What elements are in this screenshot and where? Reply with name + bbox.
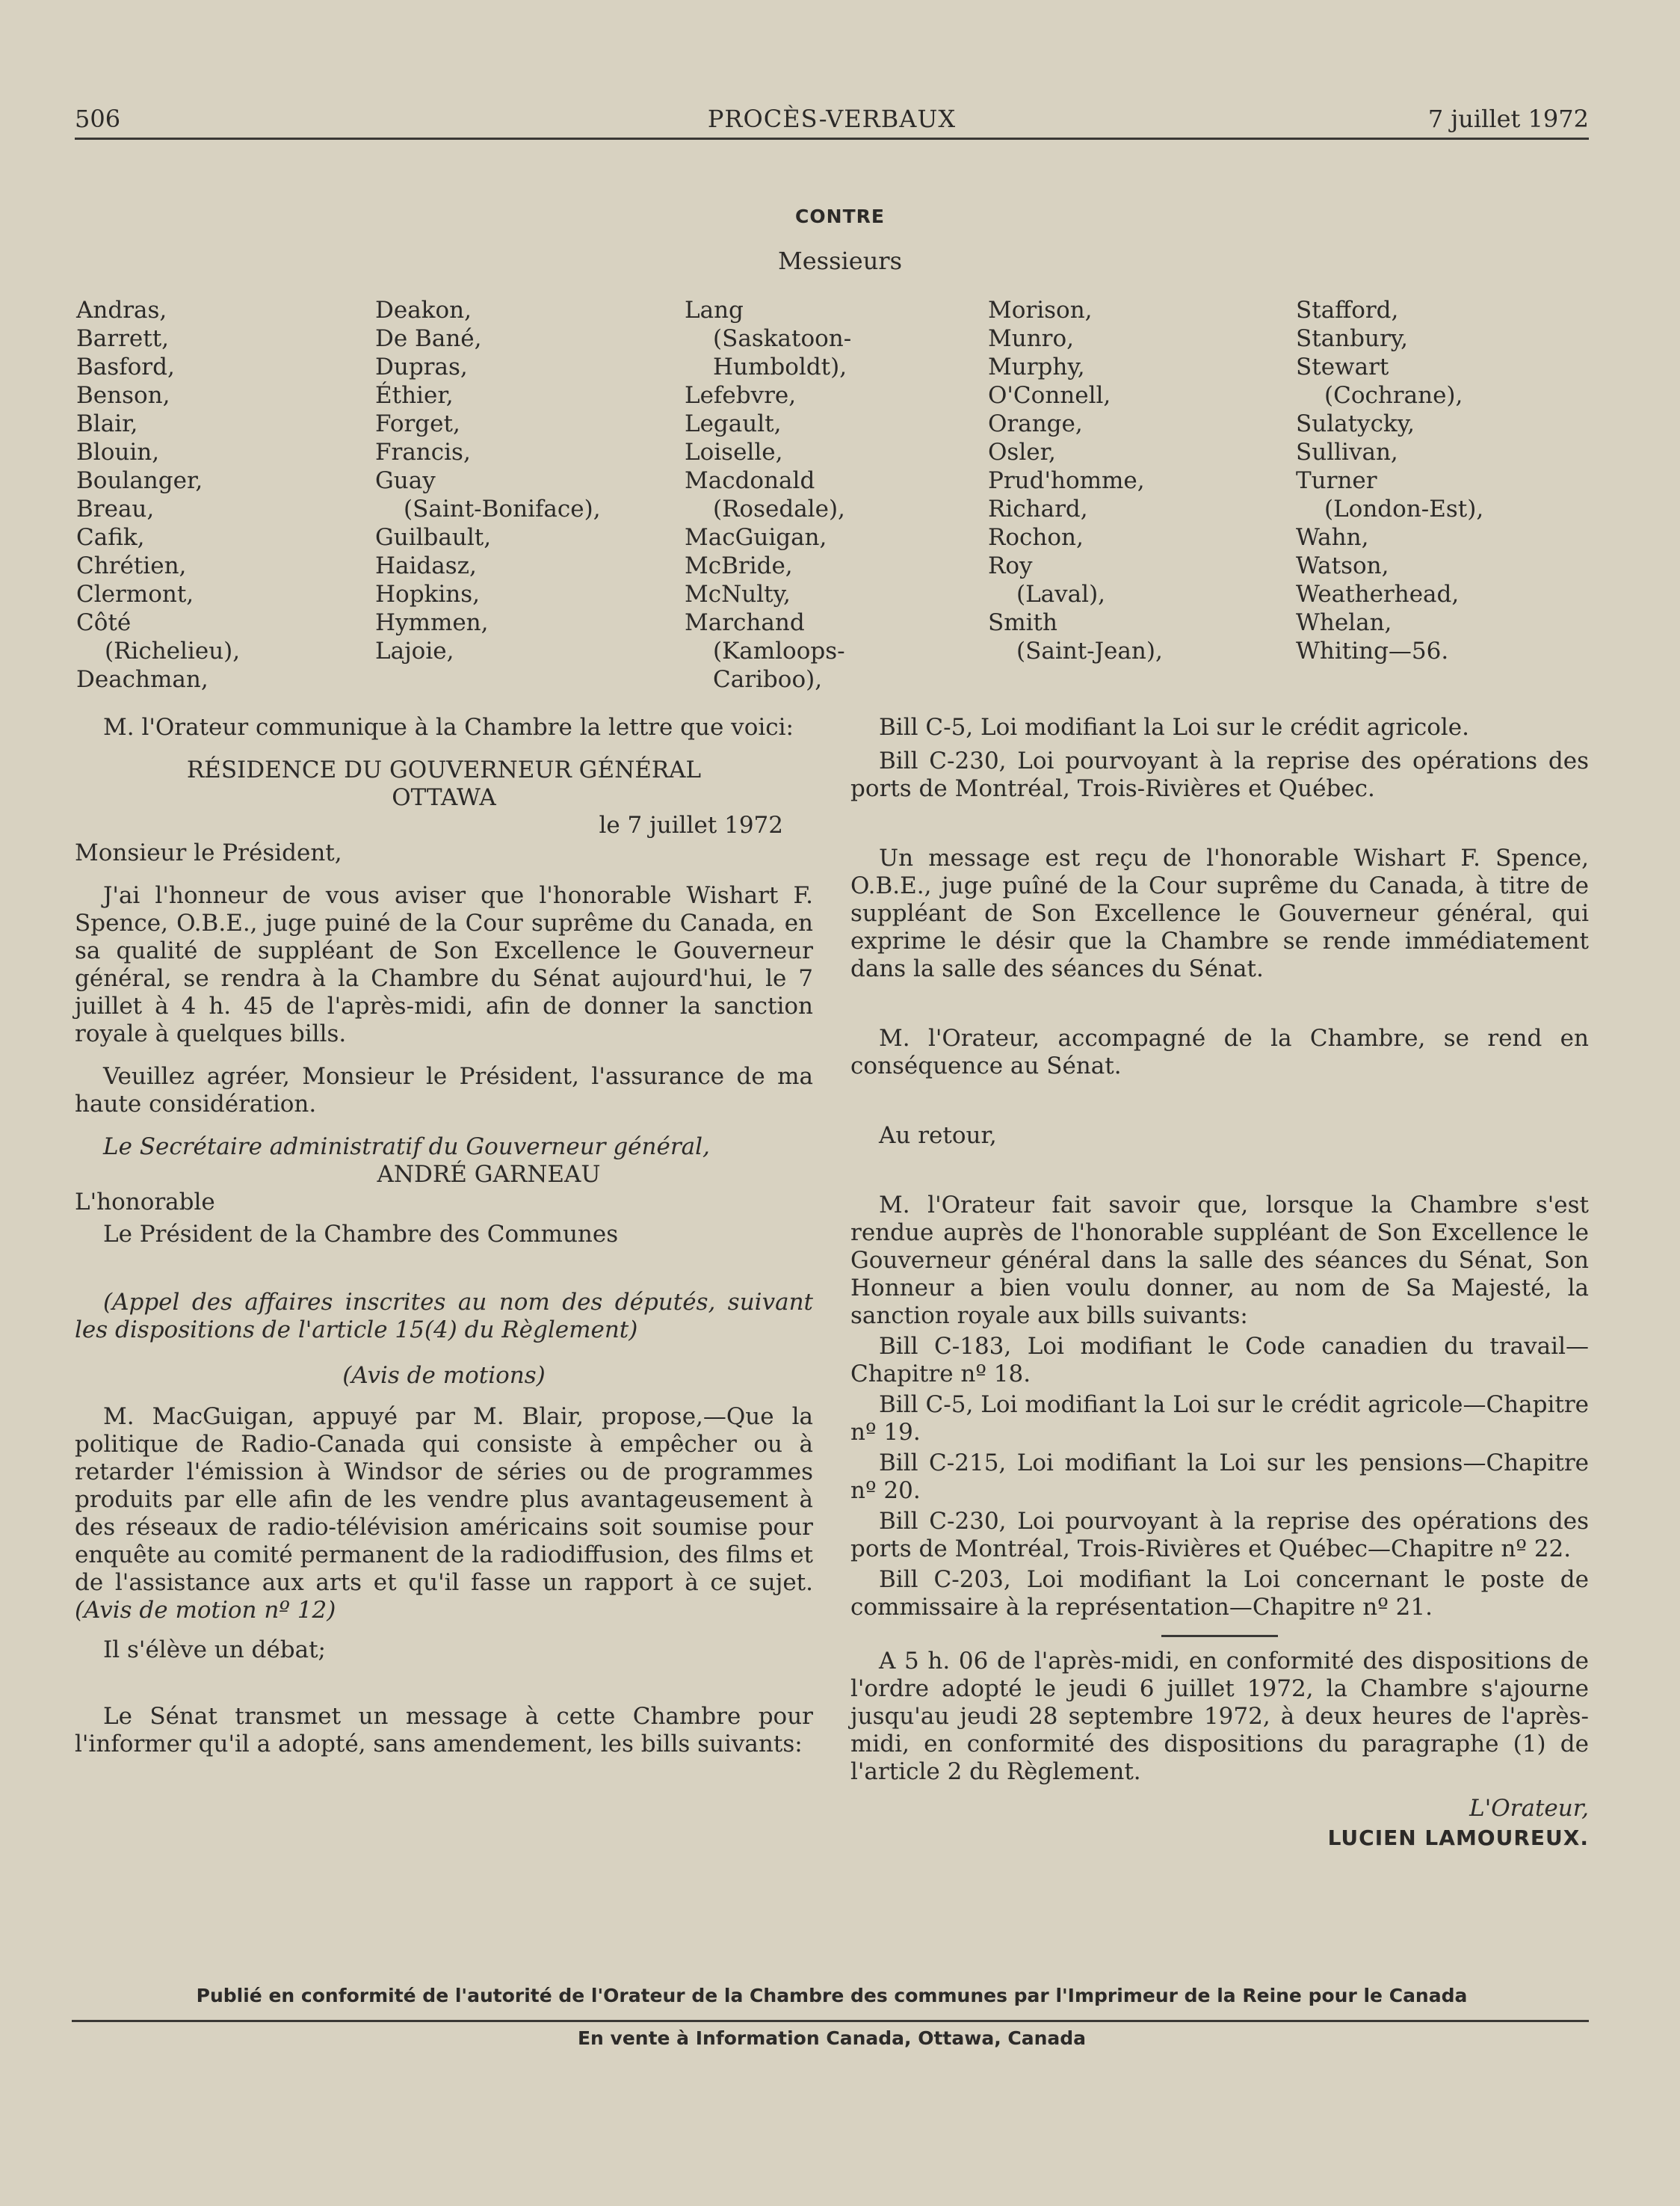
sanctioned-bill: Bill C-215, Loi modifiant la Loi sur les pensions—Chapitre nº 20.: [850, 1449, 1589, 1504]
bill-c230: Bill C-230, Loi pourvoyant à la reprise des opérations des ports de Montréal, Trois-Rivières et Québec.: [850, 748, 1589, 802]
member-name: Côté: [76, 609, 132, 636]
member-name: Guay: [375, 467, 436, 494]
member-name: Orange,: [988, 410, 1083, 437]
member-name: Smith: [988, 609, 1057, 636]
member-name: Chrétien,: [76, 552, 187, 579]
member-name: Whiting—56.: [1296, 638, 1449, 665]
senate-message: Le Sénat transmet un message à cette Chambre pour l'informer qu'il a adopté, sans amendement, les bills suivants:: [75, 1703, 813, 1757]
member-name: Basford,: [76, 354, 175, 380]
member-name: (Saint-Jean),: [1016, 638, 1163, 665]
letter-body: J'ai l'honneur de vous aviser que l'honorable Wishart F. Spence, O.B.E., juge puiné de la Cour suprême du Canada, en sa qualité de suppléant de Son Excellence le Gouverneur général, se rendra à la Chambre du Sénat aujourd'hui, le 7 juillet à 4 h. 45 de l'après-midi, afin de donner la sanction royale à quelques bills.: [75, 882, 813, 1047]
debate-line: Il s'élève un débat;: [103, 1636, 326, 1663]
letter-date: le 7 juillet 1972: [599, 812, 783, 839]
member-name: Osler,: [988, 439, 1056, 466]
member-name: McBride,: [685, 552, 793, 579]
member-name: Lang: [685, 297, 744, 324]
member-name: Munro,: [988, 325, 1075, 352]
member-name: McNulty,: [685, 581, 791, 608]
sanctioned-bill: Bill C-203, Loi modifiant la Loi concernant le poste de commissaire à la représentation—Chapitre nº 21.: [850, 1566, 1589, 1621]
motion-body: M. MacGuigan, appuyé par M. Blair, propose,—Que la politique de Radio-Canada qui consiste à empêcher ou à retarder l'émission à Windsor de séries ou de programmes produits par elle afin de les vendre plus avantageusement à des réseaux de radio-télévision américains soit soumise pour enquête au comité permanent de la radiodiffusion, des films et de l'assistance aux arts et qu'il fasse un rapport à ce sujet.: [75, 1403, 813, 1596]
right-column: [850, 714, 1589, 1852]
member-name: Sulatycky,: [1296, 410, 1415, 437]
member-name: (Laval),: [1016, 581, 1106, 608]
sanctioned-bill: Bill C-183, Loi modifiant le Code canadien du travail—Chapitre nº 18.: [850, 1333, 1589, 1387]
page-date: 7 juillet 1972: [1427, 105, 1589, 133]
member-name: MacGuigan,: [685, 524, 827, 551]
member-name: Murphy,: [988, 354, 1085, 380]
member-name: Stanbury,: [1296, 325, 1409, 352]
member-name: Richard,: [988, 496, 1088, 523]
name-column-1: [76, 296, 240, 694]
member-name: Wahn,: [1296, 524, 1369, 551]
left-column: [75, 714, 813, 1758]
member-name: Turner: [1296, 467, 1377, 494]
motion-text: [75, 1403, 813, 1624]
member-name: Stewart: [1296, 354, 1389, 380]
member-name: Hymmen,: [375, 609, 489, 636]
order-call-note: (Appel des affaires inscrites au nom des députés, suivant les dispositions de l'article 15(4) du Règlement): [75, 1289, 813, 1343]
upon-return: Au retour,: [879, 1122, 997, 1149]
member-name: Cariboo),: [713, 666, 823, 693]
assent-message: Un message est reçu de l'honorable Wishart F. Spence, O.B.E., juge puîné de la Cour suprême du Canada, à titre de suppléant de Son Excellence le Gouverneur général, qui exprime le désir que la Chambre se rende immédiatement dans la salle des séances du Sénat.: [850, 845, 1589, 982]
letter-heading: RÉSIDENCE DU GOUVERNEUR GÉNÉRAL: [186, 757, 702, 783]
bill-c5: Bill C-5, Loi modifiant la Loi sur le crédit agricole.: [879, 714, 1470, 741]
speaker-accompanied: M. l'Orateur, accompagné de la Chambre, se rend en conséquence au Sénat.: [850, 1025, 1589, 1079]
member-name: Barrett,: [76, 325, 170, 352]
member-name: Cafik,: [76, 524, 145, 551]
member-name: Macdonald: [685, 467, 815, 494]
addressee-line-1: L'honorable: [75, 1189, 215, 1216]
member-name: Hopkins,: [375, 581, 480, 608]
member-name: (Saskatoon-: [713, 325, 852, 352]
member-name: Morison,: [988, 297, 1093, 324]
footer-rule: [72, 2020, 1589, 2022]
page-number: 506: [75, 105, 121, 133]
member-name: Rochon,: [988, 524, 1084, 551]
notices-of-motion-heading: (Avis de motions): [342, 1362, 546, 1389]
member-name: Blouin,: [76, 439, 160, 466]
member-name: Lajoie,: [375, 638, 454, 665]
sanctioned-bill: Bill C-230, Loi pourvoyant à la reprise des opérations des ports de Montréal, Trois-Rivières et Québec—Chapitre nº 22.: [850, 1508, 1589, 1562]
speaker-reports: M. l'Orateur fait savoir que, lorsque la Chambre s'est rendue auprès de l'honorable suppléant de Son Excellence le Gouverneur général dans la salle des séances du Sénat, Son Honneur a bien voulu donner, au nom de Sa Majesté, la sanction royale aux bills suivants:: [850, 1192, 1589, 1329]
member-name: (Rosedale),: [713, 496, 845, 523]
name-column-3: [685, 296, 851, 694]
signer-name: ANDRÉ GARNEAU: [377, 1161, 601, 1188]
member-name: Watson,: [1296, 552, 1389, 579]
page-title: PROCÈS-VERBAUX: [707, 105, 957, 133]
member-name: O'Connell,: [988, 382, 1111, 409]
member-name: Weatherhead,: [1296, 581, 1460, 608]
adjournment: A 5 h. 06 de l'après-midi, en conformité des dispositions de l'ordre adopté le jeudi 6 juillet 1972, la Chambre s'ajourne jusqu'au jeudi 28 septembre 1972, à deux heures de l'après-midi, en conformité des dispositions du paragraphe (1) de l'article 2 du Règlement.: [850, 1648, 1589, 1785]
motion-reference: (Avis de motion nº 12): [75, 1597, 336, 1624]
member-name: Francis,: [375, 439, 471, 466]
sanctioned-bill: Bill C-5, Loi modifiant la Loi sur le crédit agricole—Chapitre nº 19.: [850, 1391, 1589, 1446]
member-name: Deachman,: [76, 666, 209, 693]
addressee-line-2: Le Président de la Chambre des Communes: [103, 1221, 619, 1248]
member-name: Deakon,: [375, 297, 472, 324]
member-name: Haidasz,: [375, 552, 477, 579]
member-name: De Bané,: [375, 325, 482, 352]
member-name: Lefebvre,: [685, 382, 797, 409]
member-name: Whelan,: [1296, 609, 1392, 636]
member-name: Clermont,: [76, 581, 194, 608]
page-header: [75, 105, 1589, 140]
speaker-communication: M. l'Orateur communique à la Chambre la lettre que voici:: [103, 714, 794, 741]
member-name: (Kamloops-: [713, 638, 845, 665]
letter-heading-city: OTTAWA: [392, 784, 496, 811]
member-name: Breau,: [76, 496, 155, 523]
member-name: Guilbault,: [375, 524, 492, 551]
member-name: Forget,: [375, 410, 460, 437]
section-divider: [1161, 1635, 1278, 1637]
member-name: Sullivan,: [1296, 439, 1398, 466]
member-name: Legault,: [685, 410, 782, 437]
speaker-name: LUCIEN LAMOUREUX.: [1327, 1826, 1589, 1850]
member-name: Éthier,: [375, 382, 454, 409]
member-name: Prud'homme,: [988, 467, 1145, 494]
vote-subheading: Messieurs: [777, 247, 903, 275]
publication-notice: Publié en conformité de l'autorité de l'Orateur de la Chambre des communes par l'Imprimeur de la Reine pour le Canada: [196, 1985, 1468, 2006]
member-name: Boulanger,: [76, 467, 203, 494]
name-column-5: [1296, 296, 1483, 665]
member-name: Benson,: [76, 382, 170, 409]
member-name: (London-Est),: [1324, 496, 1484, 523]
name-column-4: [988, 296, 1163, 665]
member-name: Stafford,: [1296, 297, 1399, 324]
member-name: Marchand: [685, 609, 805, 636]
name-column-2: [375, 296, 601, 665]
member-name: Humboldt),: [713, 354, 847, 380]
member-name: Loiselle,: [685, 439, 783, 466]
speaker-title: L'Orateur,: [1469, 1795, 1589, 1822]
letter-closing: Veuillez agréer, Monsieur le Président, l'assurance de ma haute considération.: [75, 1063, 813, 1118]
member-name: Dupras,: [375, 354, 468, 380]
signer-title: Le Secrétaire administratif du Gouverneur général,: [103, 1133, 710, 1160]
letter-salutation: Monsieur le Président,: [75, 839, 342, 866]
member-name: (Saint-Boniface),: [404, 496, 601, 523]
member-name: (Cochrane),: [1324, 382, 1463, 409]
member-name: Andras,: [76, 297, 167, 324]
member-name: Roy: [988, 552, 1033, 579]
member-name: Blair,: [76, 410, 138, 437]
vote-heading: CONTRE: [795, 206, 885, 227]
sales-notice: En vente à Information Canada, Ottawa, Canada: [577, 2027, 1087, 2049]
member-name: (Richelieu),: [105, 638, 241, 665]
